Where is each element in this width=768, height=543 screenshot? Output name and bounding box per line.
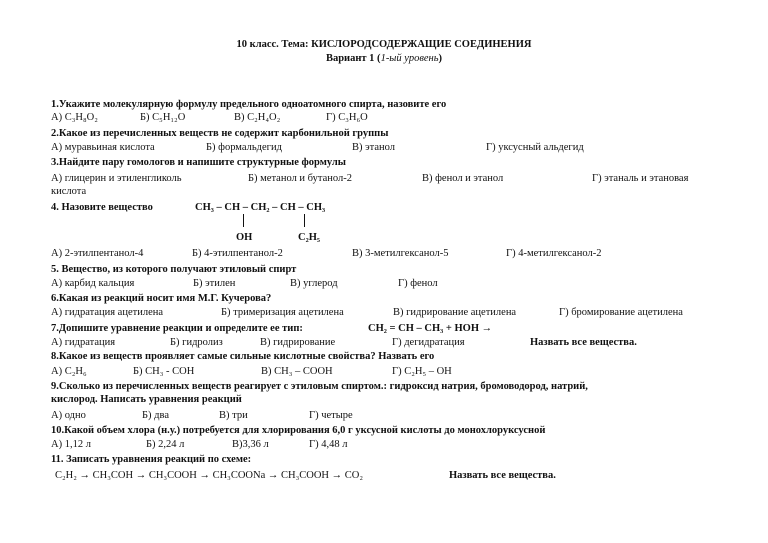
variant-line [0, 53, 768, 64]
question-4-option-d: Г) 4-метилгексанол-2 [506, 248, 602, 259]
question-1-option-b: Б) С₅Н₁₂О [140, 112, 186, 123]
question-7-equation: CH₂ = CH – CH₃ + HOH → [368, 323, 493, 334]
question-4-structural-formula: CH₃ – CH – CH₂ – CH – CH₃ [195, 202, 326, 213]
question-5-option-d: Г) фенол [398, 278, 438, 289]
question-7-option-b: Б) гидролиз [170, 337, 223, 348]
title-prefix: 10 класс. Тема: [236, 39, 312, 50]
question-4-option-a: А) 2-этилпентанол-4 [51, 248, 144, 259]
variant-suffix: ) [438, 53, 443, 64]
question-8-text: 8.Какое из веществ проявляет самые сильные кислотные свойства? Назвать его [51, 351, 435, 362]
question-2-option-d: Г) уксусный альдегид [486, 142, 584, 153]
question-9-option-b: Б) два [142, 410, 169, 421]
question-2-text: 2.Какое из перечисленных веществ не содержит карбонильной группы [51, 128, 389, 139]
question-8-option-c: В) СН₃ – СООН [261, 366, 333, 377]
question-5-text: 5. Вещество, из которого получают этиловый спирт [51, 264, 297, 275]
question-9-option-a: А) одно [51, 410, 86, 421]
title-topic: КИСЛОРОДСОДЕРЖАЩИЕ СОЕДИНЕНИЯ [311, 39, 532, 50]
question-7-option-c: В) гидрирование [260, 337, 336, 348]
question-5-option-b: Б) этилен [193, 278, 236, 289]
question-10-text: 10.Какой объем хлора (н.у.) потребуется для хлорирования 6,0 г уксусной кислоты до монохлоруксусной [51, 425, 546, 436]
question-9-option-c: В) три [219, 410, 248, 421]
worksheet-title [0, 39, 768, 50]
question-7-option-a: А) гидратация [51, 337, 116, 348]
question-6-option-d: Г) бромирование ацетилена [559, 307, 683, 318]
formula-bond-line [304, 214, 305, 227]
formula-bond-line [243, 214, 244, 227]
question-5-option-a: А) карбид кальция [51, 278, 135, 289]
question-6-text: 6.Какая из реакций носит имя М.Г. Кучерова? [51, 293, 272, 304]
question-2-option-b: Б) формальдегид [206, 142, 282, 153]
question-3-option-d: Г) этаналь и этановая [592, 173, 689, 184]
question-6-option-a: А) гидратация ацетилена [51, 307, 164, 318]
question-9-option-d: Г) четыре [309, 410, 353, 421]
question-7-text: 7.Допишите уравнение реакции и определите ее тип: [51, 323, 303, 334]
question-1-option-c: В) С₂Н₄О₂ [234, 112, 281, 123]
question-11-text: 11. Записать уравнения реакций по схеме: [51, 454, 252, 465]
question-1-option-d: Г) С₃Н₆О [326, 112, 368, 123]
question-7-option-d: Г) дегидратация [392, 337, 465, 348]
question-8-option-a: А) С₂Н₆ [51, 366, 87, 377]
variant-prefix: Вариант 1 ( [325, 53, 381, 64]
formula-substituent-ethyl: C₂H₅ [298, 232, 321, 243]
question-8-option-d: Г) С₂Н₅ – ОН [392, 366, 452, 377]
question-4-option-b: Б) 4-этилпентанол-2 [192, 248, 283, 259]
question-6-option-b: Б) тримеризация ацетилена [221, 307, 344, 318]
question-1-text: 1.Укажите молекулярную формулу предельного одноатомного спирта, назовите его [51, 99, 447, 110]
question-9-text: 9.Сколько из перечисленных веществ реагирует с этиловым спиртом.: гидроксид натрия, бромоводород, натрий, [51, 381, 588, 392]
question-4-text: 4. Назовите вещество [51, 202, 153, 213]
question-6-option-c: В) гидрирование ацетилена [393, 307, 517, 318]
question-11-note: Назвать все вещества. [449, 470, 556, 481]
question-2-option-c: В) этанол [352, 142, 395, 153]
question-10-option-a: А) 1,12 л [51, 439, 91, 450]
question-10-option-b: Б) 2,24 л [146, 439, 185, 450]
question-10-option-d: Г) 4,48 л [309, 439, 348, 450]
question-3-option-b: Б) метанол и бутанол-2 [248, 173, 352, 184]
question-4-option-c: В) 3-метилгексанол-5 [352, 248, 449, 259]
question-3-option-c: В) фенол и этанол [422, 173, 504, 184]
question-2-option-a: А) муравьиная кислота [51, 142, 155, 153]
question-3-text: 3.Найдите пару гомологов и напишите структурные формулы [51, 157, 346, 168]
variant-level: 1-ый уровень [380, 53, 439, 64]
formula-substituent-oh: OH [236, 232, 253, 243]
question-3-option-a: А) глицерин и этиленгликоль [51, 173, 182, 184]
question-5-option-c: В) углерод [290, 278, 338, 289]
question-8-option-b: Б) СН₃ - СОН [133, 366, 195, 377]
question-3-option-d-continued: кислота [51, 186, 87, 197]
question-1-option-a: А) С₃Н₈О₂ [51, 112, 98, 123]
question-11-scheme: C₂H₂ → CH₃COH → CH₃COOH → CH₃COONa → CH₃COOH → CO₂ [55, 470, 363, 481]
question-7-note: Назвать все вещества. [530, 337, 637, 348]
question-10-option-c: В)3,36 л [232, 439, 269, 450]
question-9-text-continued: кислород. Написать уравнения реакций [51, 394, 242, 405]
